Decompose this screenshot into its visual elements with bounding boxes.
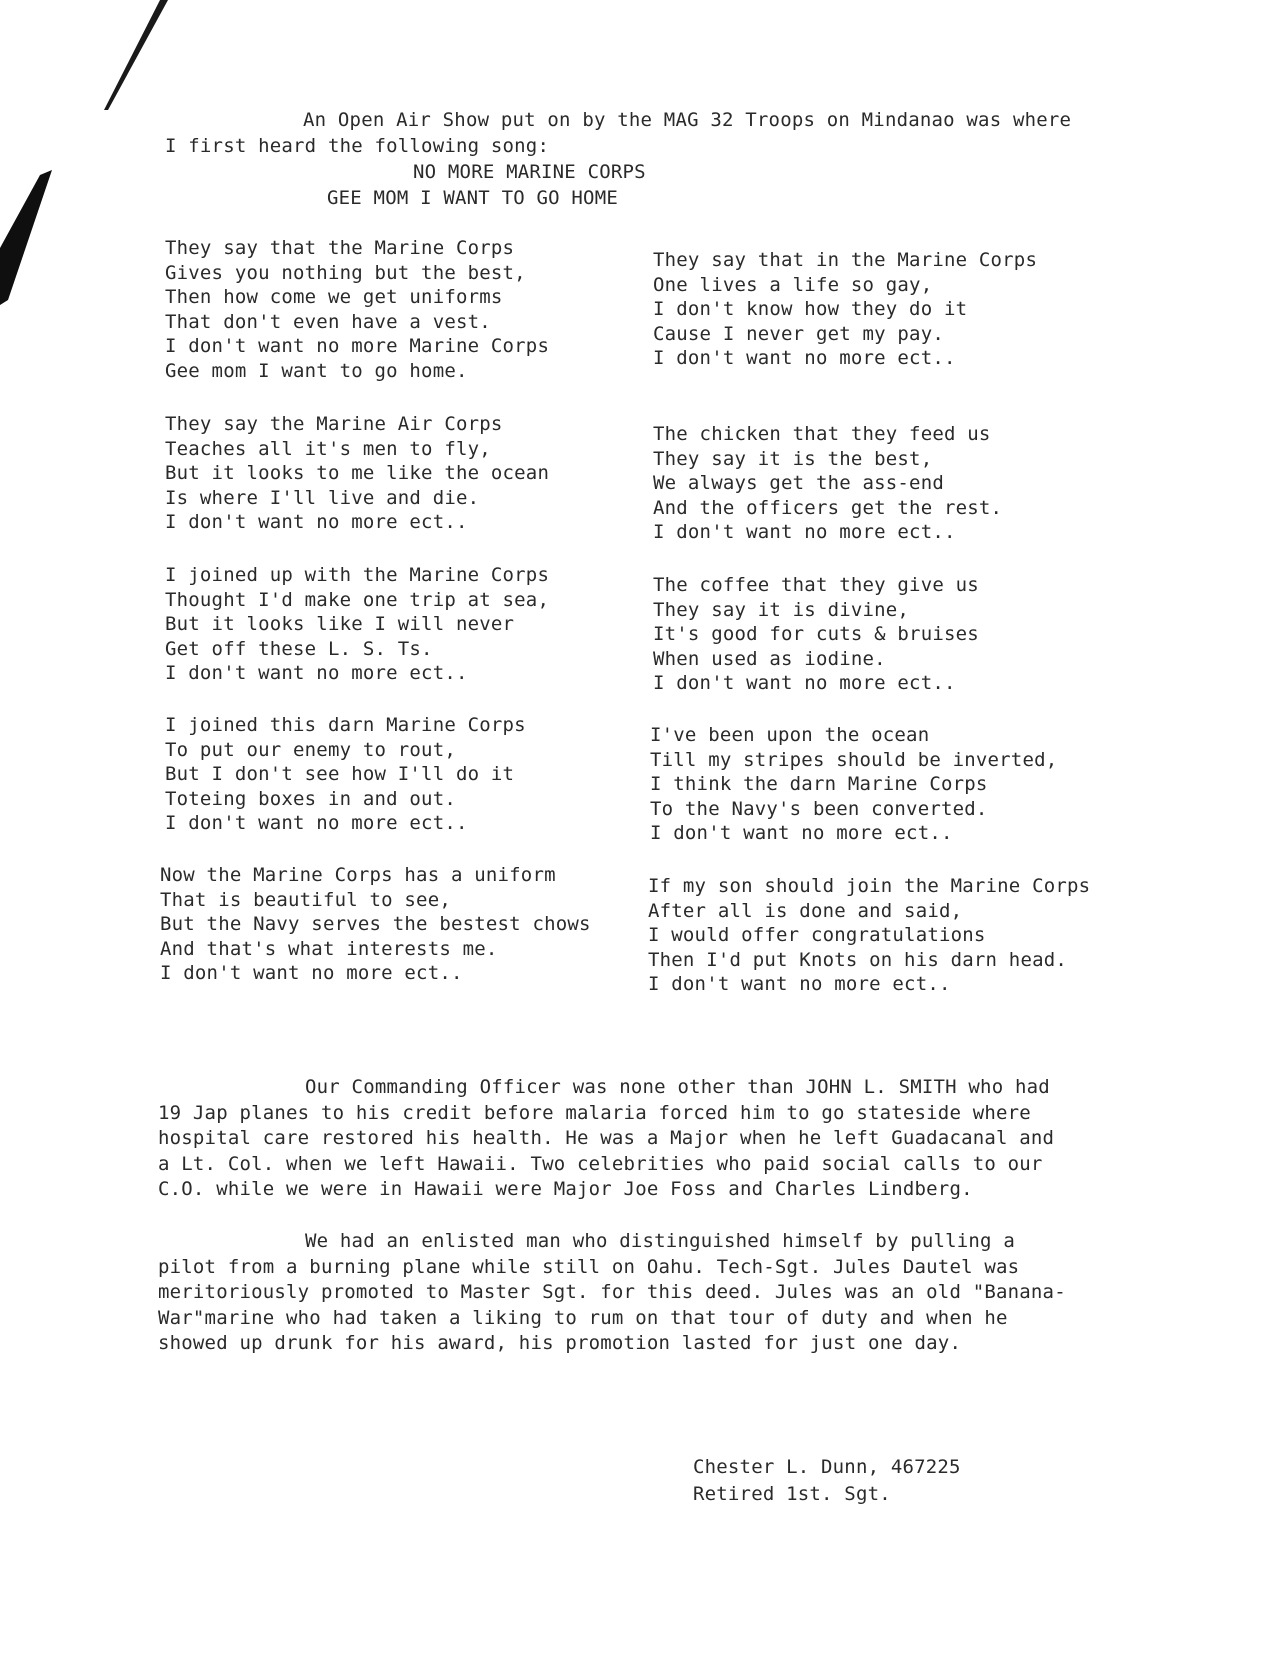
verse-line: When used as iodine. — [653, 647, 886, 670]
verse-line: They say the Marine Air Corps — [165, 413, 503, 435]
verse-line: Get off these L. S. Ts. — [165, 637, 433, 660]
verse-line: But it looks like I will never — [165, 613, 515, 635]
intro-line-2: I first heard the following song: — [165, 135, 550, 157]
verse-line: I think the darn Marine Corps — [650, 773, 988, 795]
paragraph-line: Our Commanding Officer was none other than JOHN L. SMITH who had — [305, 1076, 1050, 1098]
verse-line: I joined this darn Marine Corps — [165, 714, 526, 736]
verse-line: I don't want no more ect.. — [653, 672, 956, 694]
verse-right-5 — [648, 874, 1090, 997]
paragraph-line: We had an enlisted man who distinguished himself by pulling a — [305, 1230, 1015, 1252]
paragraph-line: hospital care restored his health. He was a Major when he left Guadacanal and — [158, 1127, 1055, 1149]
verse-line: It's good for cuts & bruises — [653, 623, 979, 645]
paragraph-line: 19 Jap planes to his credit before malaria forced him to go stateside where — [158, 1101, 1031, 1124]
verse-line: They say that the Marine Corps — [165, 237, 515, 259]
verse-line: Thought I'd make one trip at sea, — [165, 588, 550, 611]
verse-line: Gee mom I want to go home. — [165, 359, 468, 382]
verse-line: Teaches all it's men to fly, — [165, 437, 491, 460]
verse-line: Cause I never get my pay. — [653, 322, 944, 345]
paragraph-line: meritoriously promoted to Master Sgt. for this deed. Jules was an old "Banana- — [158, 1281, 1066, 1303]
verse-line: We always get the ass-end — [653, 472, 944, 494]
verse-line: I don't want no more ect.. — [653, 521, 956, 543]
verse-line: And that's what interests me. — [160, 937, 498, 960]
verse-line: That don't even have a vest. — [165, 310, 491, 333]
verse-line: The chicken that they feed us — [653, 423, 991, 445]
verse-line: I joined up with the Marine Corps — [165, 564, 550, 586]
verse-line: I don't want no more ect.. — [165, 812, 468, 834]
signature-block — [693, 1454, 961, 1508]
verse-line: To put our enemy to rout, — [165, 738, 456, 761]
verse-line: Is where I'll live and die. — [165, 486, 480, 509]
verse-line: And the officers get the rest. — [653, 496, 1003, 519]
verse-line: One lives a life so gay, — [653, 273, 933, 296]
song-title-2: GEE MOM I WANT TO GO HOME — [327, 187, 618, 209]
verse-line: I don't want no more ect.. — [165, 662, 468, 684]
paragraph-line: pilot from a burning plane while still on Oahu. Tech-Sgt. Jules Dautel was — [158, 1255, 1020, 1278]
verse-right-3 — [653, 573, 979, 696]
verse-line: I don't want no more ect.. — [160, 962, 463, 984]
verse-right-1 — [653, 248, 1037, 371]
verse-line: That is beautiful to see, — [160, 888, 451, 911]
verse-left-2 — [165, 412, 549, 535]
verse-line: Toteing boxes in and out. — [165, 787, 456, 810]
paragraph-commanding-officer — [158, 1075, 1054, 1203]
verse-left-5 — [160, 863, 591, 986]
verse-line: I don't want no more ect.. — [648, 973, 951, 995]
verse-line: Then I'd put Knots on his darn head. — [648, 948, 1068, 971]
verse-line: I don't want no more ect.. — [653, 347, 956, 369]
verse-line: I don't know how they do it — [653, 298, 968, 320]
paragraph-line: a Lt. Col. when we left Hawaii. Two celebrities who paid social calls to our — [158, 1152, 1043, 1175]
verse-line: Gives you nothing but the best, — [165, 261, 526, 284]
signature-name: Chester L. Dunn, 467225 — [693, 1456, 961, 1478]
scan-mark-left — [0, 170, 52, 305]
verse-line: They say it is the best, — [653, 447, 933, 470]
paragraph-line: showed up drunk for his award, his promotion lasted for just one day. — [158, 1332, 962, 1354]
verse-line: I've been upon the ocean — [650, 724, 930, 746]
paragraph-line: C.O. while we were in Hawaii were Major Joe Foss and Charles Lindberg. — [158, 1178, 973, 1200]
verse-line: If my son should join the Marine Corps — [648, 875, 1091, 897]
verse-line: I would offer congratulations — [648, 924, 986, 946]
paragraph-enlisted-man — [158, 1229, 1066, 1357]
verse-line: The coffee that they give us — [653, 574, 979, 596]
verse-line: Now the Marine Corps has a uniform — [160, 864, 556, 886]
paragraph-line: War"marine who had taken a liking to rum on that tour of duty and when he — [158, 1306, 1008, 1329]
verse-line: To the Navy's been converted. — [650, 797, 988, 820]
signature-title: Retired 1st. Sgt. — [693, 1483, 891, 1505]
verse-line: I don't want no more ect.. — [650, 822, 953, 844]
verse-line: They say it is divine, — [653, 598, 910, 621]
verse-right-2 — [653, 422, 1002, 545]
verse-line: Till my stripes should be inverted, — [650, 748, 1058, 771]
song-title-1: NO MORE MARINE CORPS — [413, 161, 646, 183]
scan-mark-top — [104, 0, 168, 110]
verse-line: But I don't see how I'll do it — [165, 763, 515, 785]
verse-line: They say that in the Marine Corps — [653, 249, 1038, 271]
verse-line: Then how come we get uniforms — [165, 286, 503, 308]
verse-line: I don't want no more ect.. — [165, 511, 468, 533]
verse-line: After all is done and said, — [648, 899, 963, 922]
intro-line-1: An Open Air Show put on by the MAG 32 Troops on Mindanao was where — [303, 109, 1072, 131]
verse-line: I don't want no more Marine Corps — [165, 335, 550, 357]
verse-right-4 — [650, 723, 1057, 846]
verse-left-1 — [165, 236, 549, 383]
verse-line: But the Navy serves the bestest chows — [160, 913, 591, 935]
verse-left-3 — [165, 563, 549, 686]
verse-left-4 — [165, 713, 526, 836]
verse-line: But it looks to me like the ocean — [165, 462, 550, 484]
